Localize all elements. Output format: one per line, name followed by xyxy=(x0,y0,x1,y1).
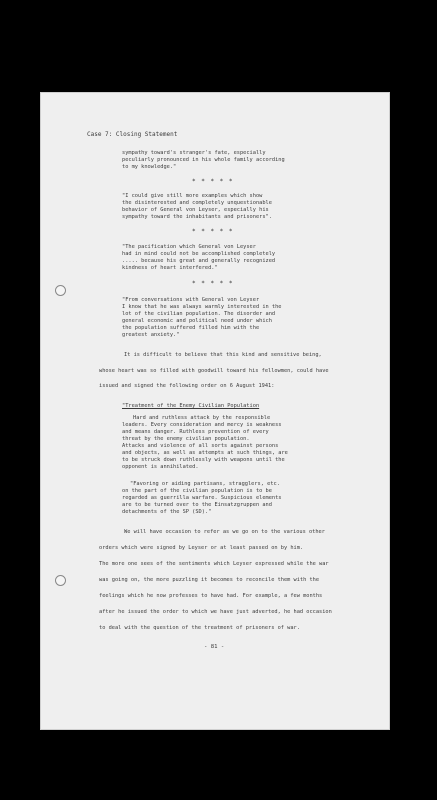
page-number: - 81 - xyxy=(204,644,225,650)
body-line: The more one sees of the sentiments which Leyser expressed while the war xyxy=(99,561,329,567)
document-page xyxy=(40,92,390,730)
punch-hole-upper xyxy=(55,285,66,296)
quote-line: I know that he was always warmly interested in the xyxy=(122,304,282,310)
punch-hole-lower xyxy=(55,575,66,586)
quote-line: "From conversations with General von Leyser xyxy=(122,297,260,303)
order-line: leaders. Every consideration and mercy is weakness xyxy=(122,422,282,428)
body-line: issued and signed the following order on 6 August 1941: xyxy=(99,383,275,389)
order-line: Attacks and violence of all sorts against persons xyxy=(122,443,279,449)
quote-line: the disinterested and completely unquestionable xyxy=(122,200,272,206)
body-line: whose heart was so filled with goodwill toward his fellowmen, could have xyxy=(99,368,329,374)
body-line: We will have occasion to refer as we go on to the various other xyxy=(124,529,325,535)
quote-line: sympathy toward the inhabitants and prisoners". xyxy=(122,214,272,220)
quote-line: general economic and political need under which xyxy=(122,318,272,324)
quote-line: ..... because his great and generally recognized xyxy=(122,258,276,264)
order-line: "Favoring or aiding partisans, stragglers, etc. xyxy=(130,481,280,487)
body-line: It is difficult to believe that this kind and sensitive being, xyxy=(124,352,322,358)
quote-line: the population suffered filled him with the xyxy=(122,325,260,331)
order-line: on the part of the civilian population is to be xyxy=(122,488,272,494)
quote-line: had in mind could not be accomplished completely xyxy=(122,251,276,257)
body-line: to deal with the question of the treatment of prisoners of war. xyxy=(99,625,300,631)
order-line: Hard and ruthless attack by the responsible xyxy=(133,415,271,421)
quote-line: sympathy toward's stranger's fate, especially xyxy=(122,150,266,156)
page-header: Case 7: Closing Statement xyxy=(87,131,178,138)
order-line: are to be turned over to the Einsatzgruppen and xyxy=(122,502,272,508)
quote-line: peculiarly pronounced in his whole family according xyxy=(122,157,285,163)
separator-stars: * * * * * xyxy=(192,280,234,287)
order-line: opponent is annihilated. xyxy=(122,464,199,470)
quote-line: behavior of General von Leyser, especially his xyxy=(122,207,269,213)
body-line: orders which were signed by Leyser or at least passed on by him. xyxy=(99,545,304,551)
quote-line: greatest anxiety." xyxy=(122,332,180,338)
quote-line: kindness of heart interfered." xyxy=(122,265,218,271)
quote-line: "The pacification which General von Leyser xyxy=(122,244,256,250)
order-line: regarded as guerrilla warfare. Suspicious elements xyxy=(122,495,282,501)
quote-line: to my knowledge." xyxy=(122,164,177,170)
separator-stars: * * * * * xyxy=(192,178,234,185)
quote-line: "I could give still more examples which show xyxy=(122,193,263,199)
order-title: "Treatment of the Enemy Civilian Population xyxy=(122,403,260,409)
body-line: was going on, the more puzzling it becomes to reconcile them with the xyxy=(99,577,320,583)
order-line: and objects, as well as attempts at such things, are xyxy=(122,450,288,456)
body-line: after he issued the order to which we have just adverted, he had occasion xyxy=(99,609,332,615)
quote-line: lot of the civilian population. The disorder and xyxy=(122,311,276,317)
order-line: to be struck down ruthlessly with weapons until the xyxy=(122,457,285,463)
body-line: feelings which he now professes to have had. For example, a few months xyxy=(99,593,323,599)
order-line: detachments of the SP (SD)." xyxy=(122,509,212,515)
order-line: and means danger. Ruthless prevention of every xyxy=(122,429,269,435)
separator-stars: * * * * * xyxy=(192,228,234,235)
order-line: threat by the enemy civilian population. xyxy=(122,436,250,442)
